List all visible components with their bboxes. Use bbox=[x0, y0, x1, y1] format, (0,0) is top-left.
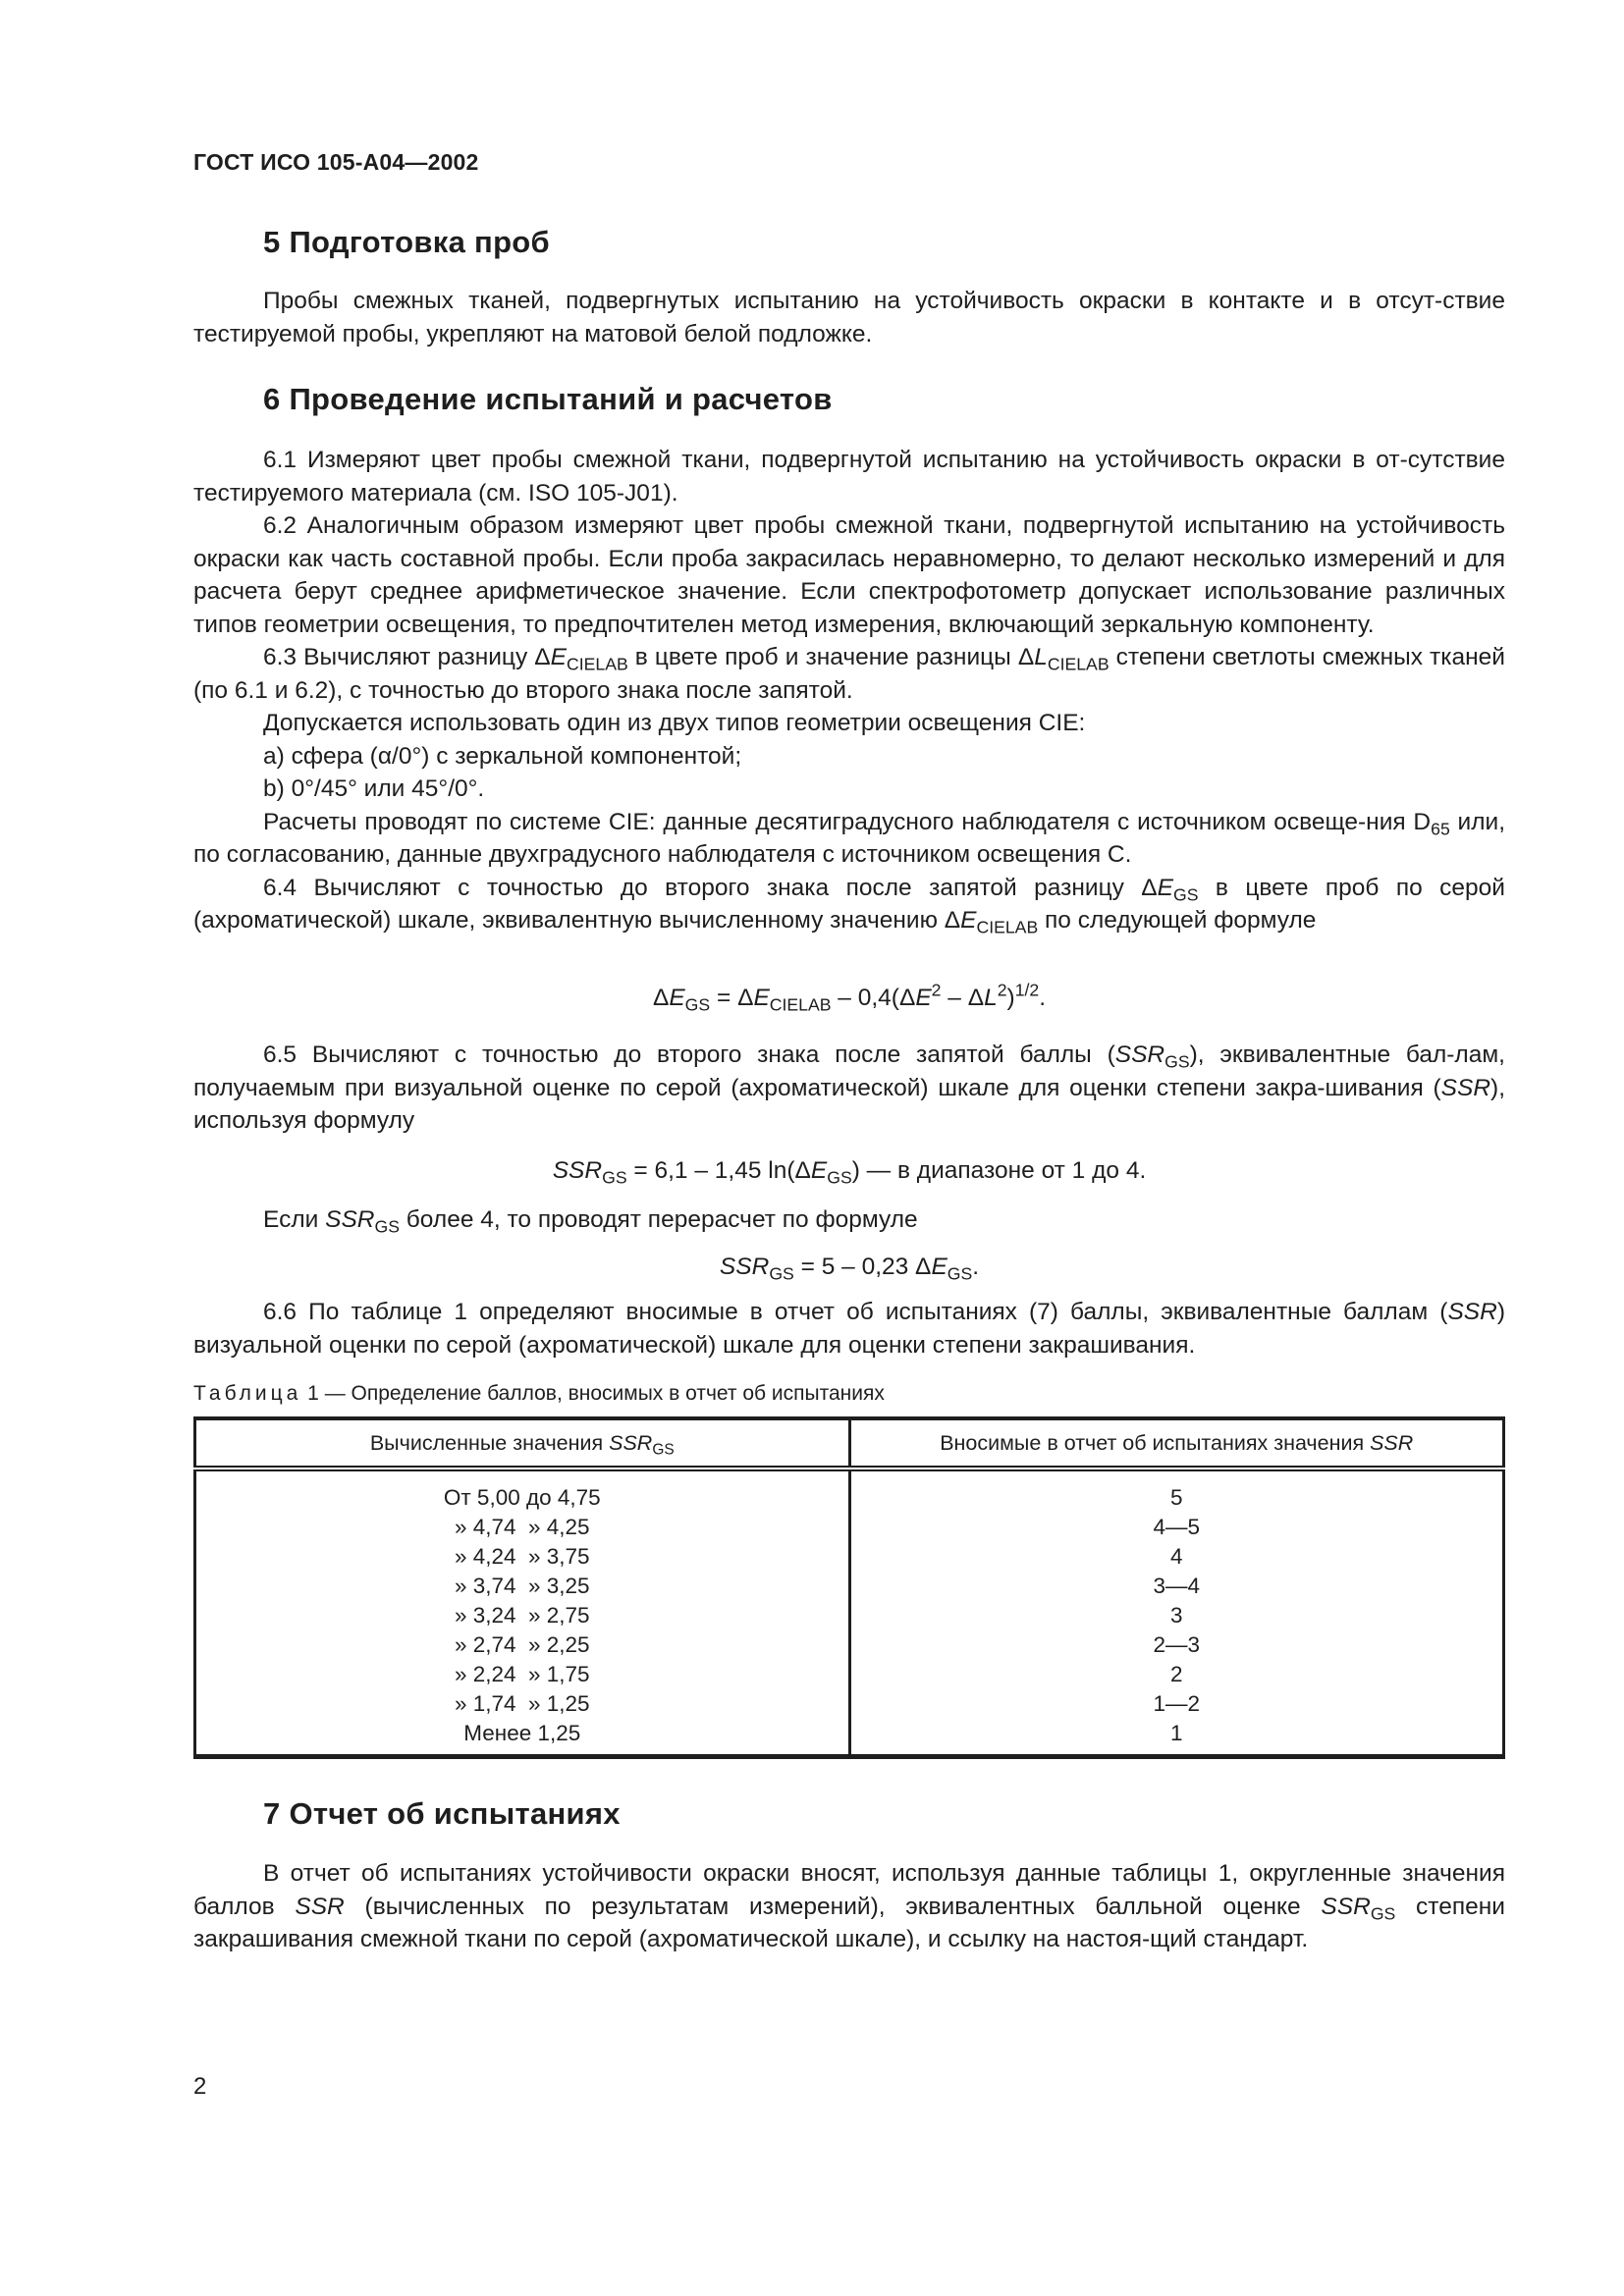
paragraph-6-5: 6.5 Вычисляют с точностью до второго знака после запятой баллы $(SSR_{GS})$, эквивалентные бал-лам, получаемым при визуальной оценке по серой (ахроматической) шкале для оценки степени закра-шивания (SSR), используя формулу bbox=[193, 1041, 1505, 1134]
reported-values-column bbox=[849, 1468, 1503, 1757]
section-5-body bbox=[193, 285, 1505, 350]
table-cell-ssr: 4—5 bbox=[1153, 1515, 1201, 1539]
page-number: 2 bbox=[193, 2073, 207, 2100]
section-5-title: 5 Подготовка проб bbox=[263, 225, 550, 259]
list-item-b: b) 0°/45° или 45°/0°. bbox=[263, 775, 485, 802]
formula-ssr-gs-log: $SSR_{GS} = 6,1 - 1,45$ $\ln(\Delta E_{GS})$ — в диапазоне от 1 до 4. bbox=[552, 1157, 1147, 1188]
table-cell-calc: Менее 1,25 bbox=[463, 1721, 581, 1745]
section-7-title: 7 Отчет об испытаниях bbox=[263, 1796, 621, 1831]
table-header-row bbox=[195, 1418, 1504, 1468]
section-6-body bbox=[193, 444, 1505, 937]
header-reported-values: Вносимые в отчет об испытаниях значения SSR bbox=[849, 1418, 1503, 1468]
section-5-paragraph: Пробы смежных тканей, подвергнутых испытанию на устойчивость окраски в контакте и в отсут-ствие тестируемой пробы, укрепляют на матовой белой подложке. bbox=[193, 288, 1505, 347]
table-cell-calc: » 1,74 » 1,25 bbox=[454, 1691, 590, 1716]
calculated-values-column bbox=[195, 1468, 850, 1757]
table-cell-ssr: 1—2 bbox=[1153, 1691, 1201, 1716]
table-cell-ssr: 2 bbox=[1170, 1662, 1183, 1686]
table-cell-ssr: 4 bbox=[1170, 1544, 1183, 1569]
formula-ssr-gs-linear: $SSR_{GS} = 5 - 0,23$ $\Delta E_{GS}$. bbox=[719, 1254, 980, 1284]
paragraph-6-6: 6.6 По таблице 1 определяют вносимые в отчет об испытаниях (7) баллы, эквивалентные баллам (SSR) визуальной оценки по серой (ахроматической) шкале для оценки степени закрашивания. bbox=[193, 1299, 1505, 1359]
paragraph-6-2: 6.2 Аналогичным образом измеряют цвет пробы смежной ткани, подвергнутой испытанию на устойчивость окраски как часть составной пробы. Если проба закрасилась неравномерно, то делают несколько измерений и для расчета берут среднее арифметическое значение. Если спектрофотометр допускает использование различных типов геометрии освещения, то предпочтителен метод измерения, включающий зеркальную компоненту. bbox=[193, 512, 1505, 638]
if-over-4: Если $SSR_{GS}$ более 4, то проводят перерасчет по формуле bbox=[263, 1206, 918, 1237]
section-7-paragraph: В отчет об испытаниях устойчивости окраски вносят, используя данные таблицы 1, округленные значения баллов SSR (вычисленных по результатам измерений), эквивалентных балльной оценке $SSR_{GS}$ степени закрашивания смежной ткани по серой (ахроматической шкале), и ссылку на настоя-щий стандарт. bbox=[193, 1860, 1505, 1952]
table-cell-ssr: 1 bbox=[1170, 1721, 1183, 1745]
table-cell-ssr: 5 bbox=[1170, 1485, 1183, 1510]
table-cell-ssr: 2—3 bbox=[1153, 1632, 1201, 1657]
formula-delta-e-gs: $\Delta E_{GS} = \Delta E_{CIELAB} - 0,4(\Delta E^2 - \Delta L^2)^{1/2}$. bbox=[652, 980, 1047, 1015]
table-body-row bbox=[195, 1468, 1504, 1757]
section-7-body bbox=[193, 1857, 1505, 1956]
header-calculated-values: Вычисленные значения $SSR_{GS}$ bbox=[195, 1418, 850, 1468]
table-caption-label: Таблица bbox=[193, 1382, 302, 1405]
geometry-allowed: Допускается использовать один из двух типов геометрии освещения CIE: bbox=[263, 710, 1086, 736]
running-header: ГОСТ ИСО 105-А04—2002 bbox=[193, 149, 479, 175]
delta-l-cielab: $\Delta L_{CIELAB}$ bbox=[1017, 644, 1110, 674]
delta-e-cielab: $\Delta E_{CIELAB}$ bbox=[534, 644, 628, 674]
table-caption-text: 1 — Определение баллов, вносимых в отчет об испытаниях bbox=[301, 1382, 885, 1405]
paragraph-6-1: 6.1 Измеряют цвет пробы смежной ткани, подвергнутой испытанию на устойчивость окраски в от-сутствие тестируемого материала (см. ISO 105-J01). bbox=[193, 447, 1505, 507]
table-cell-calc: » 3,24 » 2,75 bbox=[454, 1603, 590, 1628]
paragraph-6-5-block bbox=[193, 1039, 1505, 1138]
table-cell-calc: » 3,74 » 3,25 bbox=[454, 1574, 590, 1598]
table-cell-calc: От 5,00 до 4,75 bbox=[443, 1485, 601, 1510]
paragraph-6-4: 6.4 Вычисляют с точностью до второго знака после запятой разницу $\Delta E_{GS}$ в цвете проб по серой (ахроматической) шкале, эквивалентную вычисленному значению $\Delta E_{CIELAB}$ по следующей формуле bbox=[193, 874, 1505, 937]
section-6-title: 6 Проведение испытаний и расчетов bbox=[263, 382, 833, 416]
table-cell-ssr: 3 bbox=[1170, 1603, 1183, 1628]
table-cell-calc: » 2,24 » 1,75 bbox=[454, 1662, 590, 1686]
table-cell-ssr: 3—4 bbox=[1153, 1574, 1201, 1598]
table-cell-calc: » 4,24 » 3,75 bbox=[454, 1544, 590, 1569]
list-item-a: a) сфера (α/0°) с зеркальной компонентой; bbox=[263, 742, 742, 770]
table-cell-calc: » 2,74 » 2,25 bbox=[454, 1632, 590, 1657]
calculation-paragraph: Расчеты проводят по системе CIE: данные десятиградусного наблюдателя с источником освеще-ния $D_{65}$ или, по согласованию, данные двухградусного наблюдателя с источником освещения C. bbox=[193, 808, 1506, 868]
table-cell-calc: » 4,74 » 4,25 bbox=[454, 1515, 590, 1539]
if-over-4-block bbox=[193, 1203, 1505, 1237]
table-1-caption bbox=[193, 1382, 885, 1406]
table-1 bbox=[193, 1416, 1505, 1759]
paragraph-6-3: 6.3 Вычисляют разницу $\Delta E_{CIELAB}$ в цвете проб и значение разницы $\Delta L_{CIELAB}$ степени светлоты смежных тканей (по 6.1 и 6.2), с точностью до второго знака после запятой. bbox=[193, 644, 1505, 704]
paragraph-6-6-block bbox=[193, 1296, 1505, 1362]
